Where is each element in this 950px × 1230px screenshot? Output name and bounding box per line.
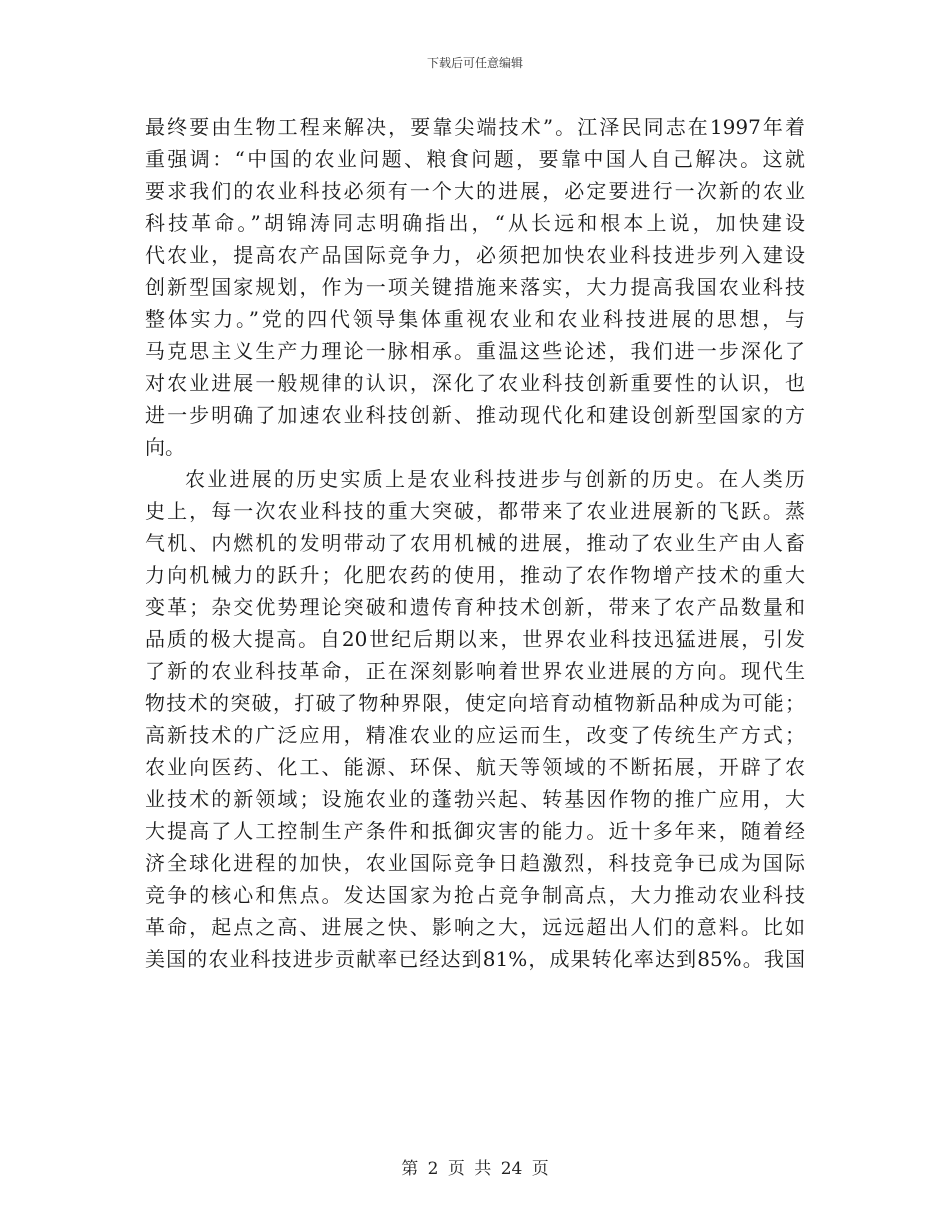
text-line: 最终要由生物工程来解决，要靠尖端技术”。江泽民同志在1997年着 [145,115,805,139]
text-line: 史上，每一次农业科技的重大突破，都带来了农业进展新的飞跃。蒸 [145,499,805,523]
text-line: 对农业进展一般规律的认识，深化了农业科技创新重要性的认识，也 [145,371,805,395]
text-line: 气机、内燃机的发明带动了农用机械的进展，推动了农业生产由人畜 [145,531,805,555]
text-line: 物技术的突破，打破了物种界限，使定向培育动植物新品种成为可能； [145,691,805,715]
text-line: 业技术的新领域；设施农业的蓬勃兴起、转基因作物的推广应用，大 [145,787,805,811]
page-header: 下载后可任意编辑 [426,56,523,70]
text-line: 整体实力。”党的四代领导集体重视农业和农业科技进展的思想，与 [145,307,805,331]
text-line: 竞争的核心和焦点。发达国家为抢占竞争制高点，大力推动农业科技 [145,883,805,907]
text-line: 革命，起点之高、进展之快、影响之大，远远超出人们的意料。比如 [145,915,805,939]
text-line: 科技革命。”胡锦涛同志明确指出，“从长远和根本上说，加快建设 [145,211,805,235]
text-line: 品质的极大提高。自20世纪后期以来，世界农业科技迅猛进展，引发 [145,627,805,651]
text-line: 大提高了人工控制生产条件和抵御灾害的能力。近十多年来，随着经 [145,819,805,843]
text-line: 重强调：“中国的农业问题、粮食问题，要靠中国人自己解决。这就 [145,147,805,171]
text-line: 了新的农业科技革命，正在深刻影响着世界农业进展的方向。现代生 [145,659,805,683]
text-line: 变革；杂交优势理论突破和遗传育种技术创新，带来了农产品数量和 [145,595,805,619]
text-line: 美国的农业科技进步贡献率已经达到81%，成果转化率达到85%。我国 [145,947,805,971]
text-line: 力向机械力的跃升；化肥农药的使用，推动了农作物增产技术的重大 [145,563,805,587]
text-line: 创新型国家规划，作为一项关键措施来落实，大力提高我国农业科技 [145,275,805,299]
text-line: 高新技术的广泛应用，精准农业的应运而生，改变了传统生产方式； [145,723,805,747]
text-line: 农业向医药、化工、能源、环保、航天等领域的不断拓展，开辟了农 [145,755,805,779]
page-footer: 第 2 页 共 24 页 [401,1159,549,1179]
text-line: 济全球化进程的加快，农业国际竞争日趋激烈，科技竞争已成为国际 [145,851,805,875]
text-line: 进一步明确了加速农业科技创新、推动现代化和建设创新型国家的方 [145,403,805,427]
text-line: 农业进展的历史实质上是农业科技进步与创新的历史。在人类历 [185,467,805,491]
text-line: 代农业，提高农产品国际竞争力，必须把加快农业科技进步列入建设 [145,243,805,267]
text-line: 要求我们的农业科技必须有一个大的进展，必定要进行一次新的农业 [145,179,805,203]
text-line: 向。 [145,435,185,459]
body-text [145,111,805,975]
text-line: 马克思主义生产力理论一脉相承。重温这些论述，我们进一步深化了 [145,339,805,363]
